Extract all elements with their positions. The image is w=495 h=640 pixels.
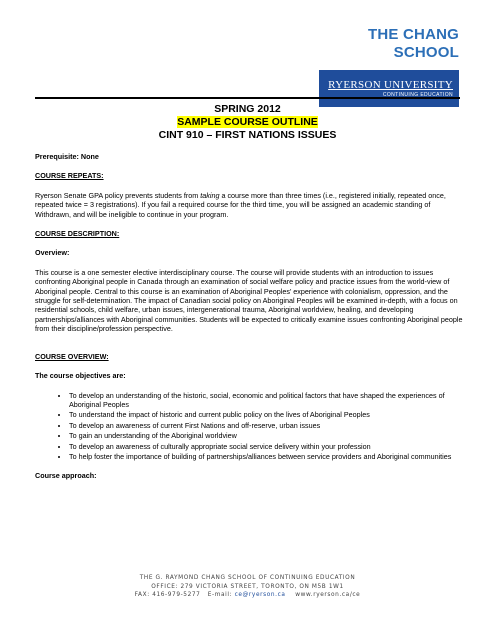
logo-school-name: THE CHANG SCHOOL: [368, 26, 459, 61]
objectives-label: The course objectives are:: [35, 371, 126, 381]
repeats-body-post: a course more than three times (i.e., registered initially, repeated once, repeated twice = 3 registrations). If you fail a required course for the third time, you will be assigned an academic standing of Withdrawn, and will be ineligible to continue in your program.: [35, 190, 446, 219]
description-heading: COURSE DESCRIPTION:: [35, 229, 120, 239]
prerequisite: Prerequisite: None: [35, 152, 99, 161]
chang-school-logo: [319, 26, 459, 107]
objective-item: • To develop an awareness of current First Nations and off-reserve, urban issues: [69, 421, 467, 430]
approach-label: Course approach:: [35, 471, 97, 481]
objective-item: • To help foster the importance of building of partnerships/alliances between service providers and Aboriginal communities: [69, 452, 467, 461]
objective-item: • To develop an understanding of the historic, social, economic and political factors that have shaped the experiences of Aboriginal Peoples: [69, 391, 467, 410]
overview-paragraph: This course is a one semester elective interdisciplinary course. The course will provide students with an introduction to issues confronting Aboriginal people in Canada through an examination of social welfare policy and practice issues from the world-view of Aboriginal people. Central to this course is an examination of Aboriginal Peoples’ experience with colonialism, oppression, and the struggle for self-determination. The impact of Canadian social policy on Aboriginal Peoples will be examined in-depth, with a focus on residential schools, child welfare, urban issues, intergenerational trauma, Aboriginal worldview, healing, and developing partnerships/alliances with Aboriginal communities. Students will be expected to critically examine issues confronting Aboriginal people from their discipline/profession perspective.: [35, 267, 463, 334]
objective-item: • To gain an understanding of the Aboriginal worldview: [69, 431, 467, 440]
footer-email-label: E-mail:: [207, 592, 233, 598]
document-title: [35, 97, 460, 148]
repeats-body: [35, 191, 467, 219]
objective-item: • To understand the impact of historic and current public policy on the lives of Aboriginal Peoples: [69, 410, 467, 419]
footer-contact: [0, 591, 495, 600]
repeats-heading: COURSE REPEATS:: [35, 171, 104, 181]
logo-division-name: CONTINUING EDUCATION: [382, 92, 453, 98]
title-term: SPRING 2012: [214, 103, 281, 115]
page-footer: [0, 574, 495, 600]
title-course: CINT 910 – FIRST NATIONS ISSUES: [158, 129, 337, 141]
title-kind: SAMPLE COURSE OUTLINE: [177, 116, 318, 128]
repeats-body-pre: Ryerson Senate GPA policy prevents students from: [35, 190, 201, 200]
course-overview-heading: COURSE OVERVIEW:: [35, 351, 109, 361]
logo-university-name: RYERSON UNIVERSITY: [328, 79, 453, 91]
objective-item: • To develop an awareness of culturally appropriate social service delivery within your profession: [69, 442, 467, 451]
objectives-list: [35, 391, 467, 462]
overview-label: Overview:: [35, 248, 70, 258]
document-body: [35, 152, 467, 491]
footer-address: OFFICE: 279 VICTORIA STREET, TORONTO, ON M5B 1W1: [151, 583, 344, 590]
repeats-body-em: taking: [200, 190, 220, 200]
footer-email-link[interactable]: ce@ryerson.ca: [234, 592, 286, 598]
footer-web[interactable]: www.ryerson.ca/ce: [295, 592, 361, 598]
footer-school: THE G. RAYMOND CHANG SCHOOL OF CONTINUING EDUCATION: [139, 575, 356, 581]
footer-fax: FAX: 416-979-5277: [134, 592, 201, 598]
